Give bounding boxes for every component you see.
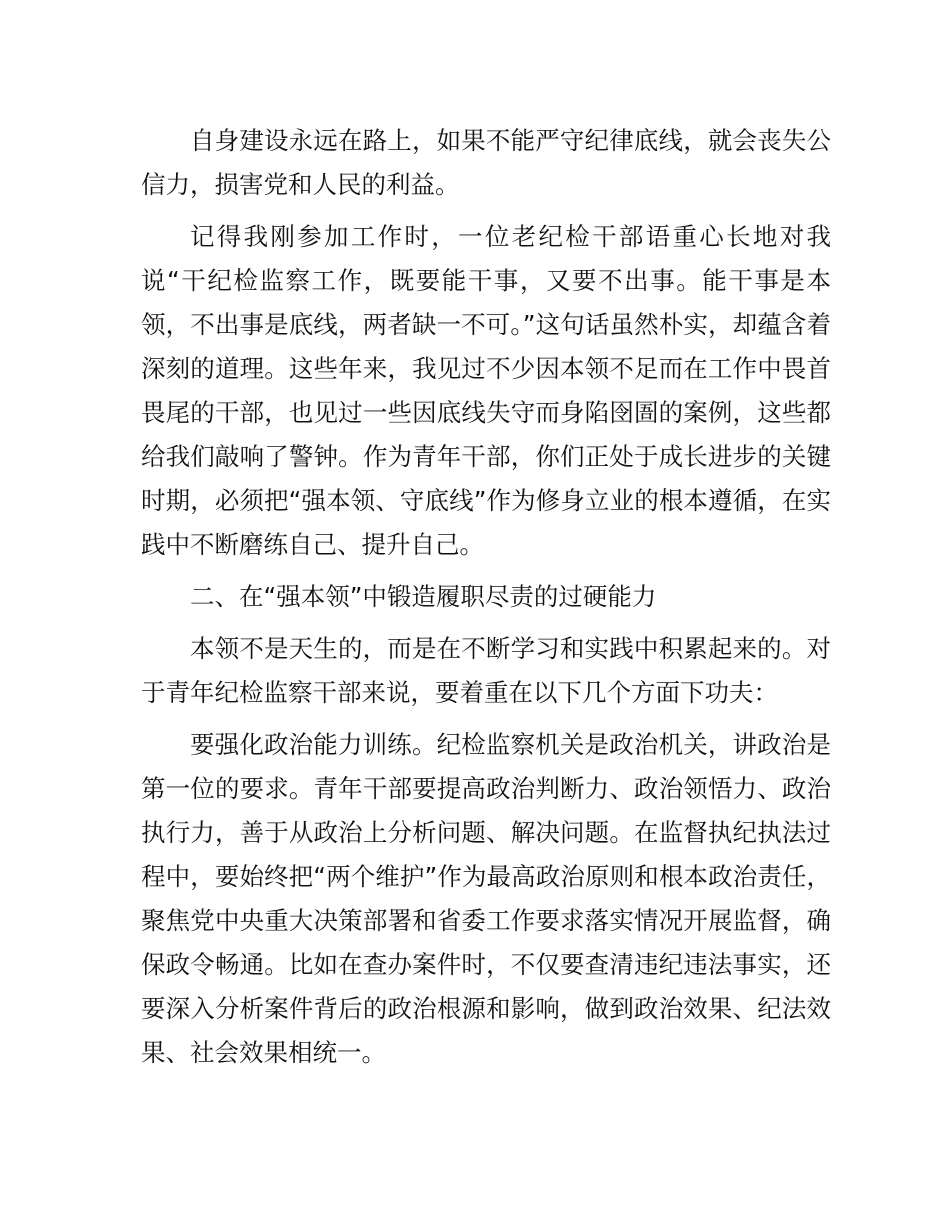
paragraph-political-ability: 要强化政治能力训练。纪检监察机关是政治机关，讲政治是第一位的要求。青年干部要提高政治判断力、政治领悟力、政治执行力，善于从政治上分析问题、解决问题。在监督执纪执法过程中，要始终把“两个维护”作为最高政治原则和根本政治责任，聚焦党中央重大决策部署和省委工作要求落实情况开展监督，确保政令畅通。比如在查办案件时，不仅要查清违纪违法事实，还要深入分析案件背后的政治根源和影响，做到政治效果、纪法效果、社会效果相统一。: [141, 730, 831, 1067]
section-heading-strengthen-ability: 二、在“强本领”中锻造履职尽责的过硬能力: [190, 582, 657, 611]
document-body: [141, 119, 831, 1083]
paragraph-ability-intro: 本领不是天生的，而是在不断学习和实践中积累起来的。对于青年纪检监察干部来说，要着重在以下几个方面下功夫：: [141, 634, 831, 707]
paragraph-veteran-advice: 记得我刚参加工作时，一位老纪检干部语重心长地对我说“干纪检监察工作，既要能干事，又要不出事。能干事是本领，不出事是底线，两者缺一不可。”这句话虽然朴实，却蕴含着深刻的道理。这些年来，我见过不少因本领不足而在工作中畏首畏尾的干部，也见过一些因底线失守而身陷囹圄的案例，这些都给我们敲响了警钟。作为青年干部，你们正处于成长进步的关键时期，必须把“强本领、守底线”作为修身立业的根本遵循，在实践中不断磨练自己、提升自己。: [141, 222, 831, 559]
paragraph-self-building: 自身建设永远在路上，如果不能严守纪律底线，就会丧失公信力，损害党和人民的利益。: [141, 126, 831, 199]
